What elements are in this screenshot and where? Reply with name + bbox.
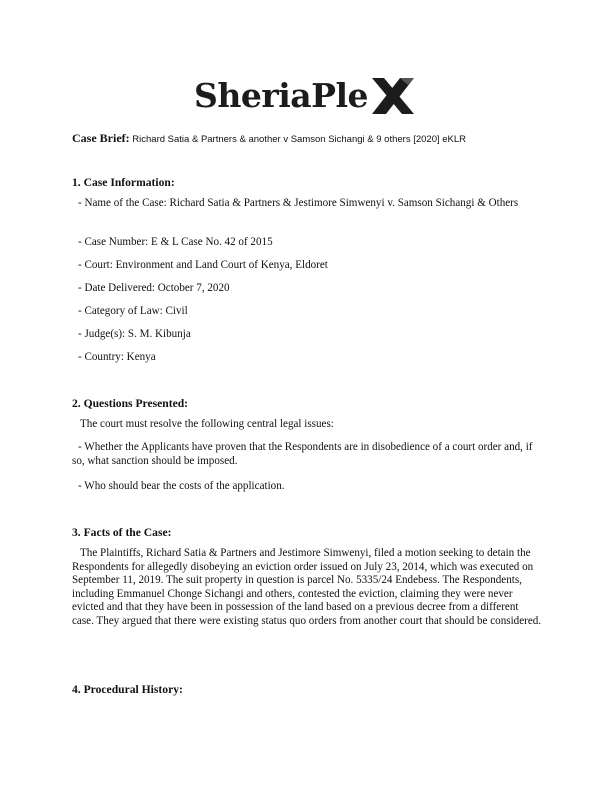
section-heading-questions: 2. Questions Presented: [72,397,189,410]
case-brief-title: Richard Satia & Partners & another v Samson Sichangi & 9 others [2020] eKLR [129,134,467,145]
question-item: - Whether the Applicants have proven that the Respondents are in disobedience of a court order and, if so, what sanction should be imposed. [72,441,533,467]
case-brief-label: Case Brief: [72,131,130,145]
case-info-number: - Case Number: E & L Case No. 42 of 2015 [78,236,273,248]
case-info-name: - Name of the Case: Richard Satia & Partners & Jestimore Simwenyi v. Samson Sichangi & Others [78,197,519,209]
questions-intro: The court must resolve the following central legal issues: [80,418,334,430]
case-info-category: - Category of Law: Civil [78,305,188,317]
section-heading-facts: 3. Facts of the Case: [72,526,172,539]
section-heading-procedural-history: 4. Procedural History: [72,683,183,696]
case-info-judges: - Judge(s): S. M. Kibunja [78,328,191,340]
case-brief-line [72,129,542,147]
case-info-court: - Court: Environment and Land Court of Kenya, Eldoret [78,259,328,271]
logo-x-mark-icon [370,74,416,118]
logo-text: SheriaPle [194,76,368,115]
case-info-country: - Country: Kenya [78,351,156,363]
case-info-date: - Date Delivered: October 7, 2020 [78,282,230,294]
facts-paragraph: The Plaintiffs, Richard Satia & Partners and Jestimore Simwenyi, filed a motion seeking to detain the Respondents for allegedly disobeying an eviction order issued on July 23, 2014, which was executed on September 11, 2019. The suit property in question is parcel No. 5335/24 Endebess. The Respondents, including Emmanuel Chonge Sichangi and others, contested the eviction, claiming they were never evicted and that they have been in possession of the land based on a previous decree from a different case. They argued that there were existing status quo orders from another court that should be considered. [72,547,542,627]
sheriaplex-logo [194,74,416,120]
section-heading-case-information: 1. Case Information: [72,176,175,189]
question-item: - Who should bear the costs of the application. [78,480,285,492]
